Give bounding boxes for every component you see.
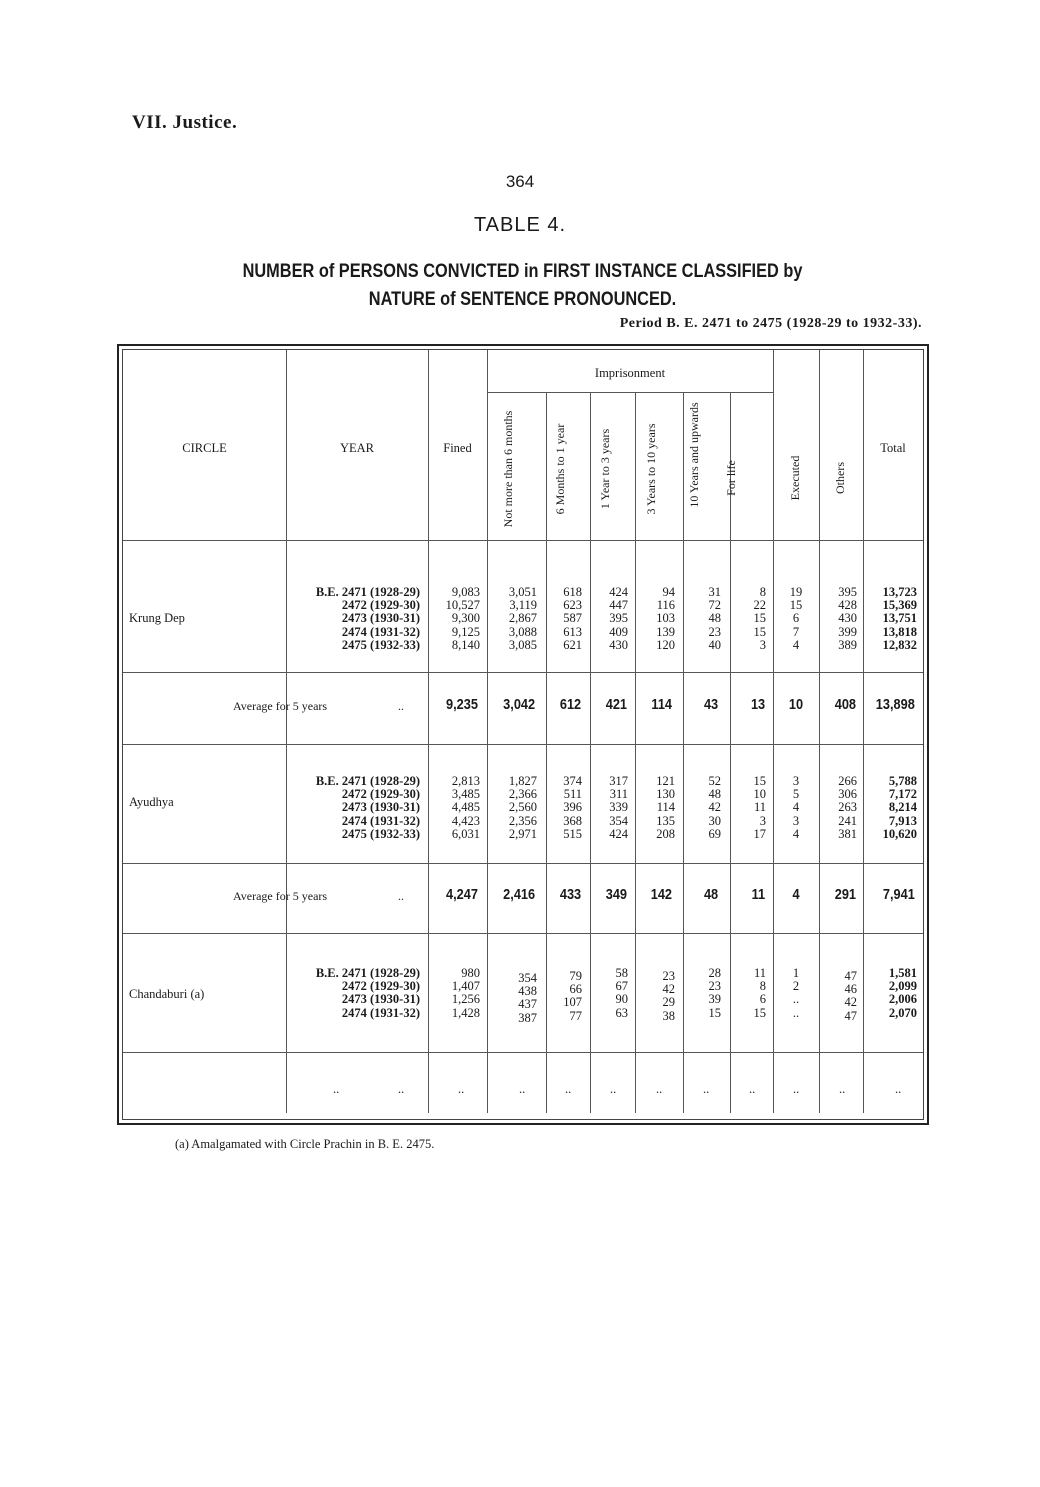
dots-total: .. [895,1082,902,1096]
header-others: Others [833,462,847,494]
avg-imp4-ayudhya: 142 [650,886,672,903]
executed-chandaburi: 1 2 .. .. [792,966,800,1020]
avg-fined-krung-dep: 9,235 [446,696,478,713]
avg-label-ayudhya [233,889,404,903]
avg-imp5-krung-dep: 43 [703,696,719,713]
dots-imp2: .. [565,1082,572,1096]
avg-executed-ayudhya: 4 [792,886,800,903]
avg-imp6-krung-dep: 13 [750,696,766,713]
avg-imp3-krung-dep: 421 [605,696,627,713]
avg-imp6-ayudhya: 11 [751,886,766,903]
avg-imp3-ayudhya: 349 [605,886,627,903]
avg-executed-krung-dep: 10 [788,696,804,713]
avg-imp1-ayudhya: 2,416 [503,886,536,903]
total-krung-dep: 13,723 15,369 13,751 13,818 12,832 [882,585,917,652]
rule-h-header-bottom [123,540,923,541]
page-number: 364 [505,172,535,191]
avg-label-text: Average for 5 years [233,889,328,903]
avg-imp2-ayudhya: 433 [559,886,582,903]
dots-imp5: .. [703,1082,710,1096]
header-fined: Fined [443,441,472,455]
header-imp-10y-up: 10 Years and upwards [687,402,701,508]
rule-h-ayudhya-avg-bottom [123,933,923,934]
avg-label-text: Average for 5 years [233,699,328,713]
rule-h-ayudhya-avg-top [123,863,923,864]
total-ayudhya: 5,788 7,172 8,214 7,913 10,620 [882,774,917,841]
avg-others-ayudhya: 291 [834,886,856,903]
imp3-ayudhya: 317 311 339 354 424 [609,774,628,841]
imp4-ayudhya: 121 130 114 135 208 [656,774,675,841]
dots-year-1: .. [333,1082,340,1096]
dots-others: .. [839,1082,846,1096]
imp4-chandaburi: 23 42 29 38 [662,969,675,1023]
title-line-2: NATURE of SENTENCE PRONOUNCED. [368,289,677,310]
period-caption: Period B. E. 2471 to 2475 (1928-29 to 1932-33). [619,316,922,331]
imp2-krung-dep: 618 623 587 613 621 [563,585,582,652]
executed-ayudhya: 3 5 4 3 4 [792,774,800,841]
others-krung-dep: 395 428 430 399 389 [838,585,857,652]
imp1-krung-dep: 3,051 3,119 2,867 3,088 3,085 [508,585,537,652]
imp6-ayudhya: 15 10 11 3 17 [753,774,766,841]
imp6-krung-dep: 8 22 15 15 3 [753,585,766,652]
total-chandaburi: 1,581 2,099 2,006 2,070 [888,966,917,1020]
statistics-table [117,344,929,1125]
years-ayudhya: B.E. 2471 (1928-29) 2472 (1929-30) 2473 (1930-31) 2474 (1931-32) 2475 (1932-33) [315,774,420,841]
fined-ayudhya: 2,813 3,485 4,485 4,423 6,031 [451,774,480,841]
header-circle: CIRCLE [182,441,227,455]
avg-others-krung-dep: 408 [834,696,856,713]
imp2-ayudhya: 374 511 396 368 515 [563,774,582,841]
table-title [202,258,843,314]
header-imp-3y-10y: 3 Years to 10 years [644,423,658,515]
avg-label-krung-dep [233,699,404,713]
footnote: (a) Amalgamated with Circle Prachin in B. E. 2475. [175,1137,435,1151]
dots-fined: .. [458,1082,465,1096]
avg-imp2-krung-dep: 612 [559,696,582,713]
rule-h-krung-avg-top [123,672,923,673]
avg-imp4-krung-dep: 114 [651,696,672,713]
header-imp-1y-3y: 1 Year to 3 years [598,428,612,510]
imp1-chandaburi: 354 438 437 387 [518,971,537,1025]
avg-dots: .. [398,889,404,903]
imp5-ayudhya: 52 48 42 30 69 [708,774,721,841]
dots-executed: .. [793,1082,800,1096]
circle-chandaburi: Chandaburi (a) [129,987,205,1001]
others-ayudhya: 266 306 263 241 381 [838,774,857,841]
executed-krung-dep: 19 15 6 7 4 [789,585,803,652]
header-executed: Executed [788,455,802,501]
fined-krung-dep: 9,083 10,527 9,300 9,125 8,140 [445,585,480,652]
imp5-krung-dep: 31 72 48 23 40 [708,585,721,652]
circle-ayudhya: Ayudhya [129,795,174,809]
years-krung-dep: B.E. 2471 (1928-29) 2472 (1929-30) 2473 (1930-31) 2474 (1931-32) 2475 (1932-33) [315,585,420,652]
avg-imp5-ayudhya: 48 [703,886,719,903]
header-imprisonment: Imprisonment [594,366,666,380]
imp3-chandaburi: 58 67 90 63 [615,966,628,1020]
fined-chandaburi: 980 1,407 1,256 1,428 [451,966,480,1020]
header-year: YEAR [339,441,375,455]
imp4-krung-dep: 94 116 103 139 120 [656,585,675,652]
table-number: TABLE 4. [473,214,567,236]
dots-imp3: .. [610,1082,617,1096]
header-imp-6m-1y: 6 Months to 1 year [553,423,567,515]
avg-fined-ayudhya: 4,247 [446,886,478,903]
title-line-1: NUMBER of PERSONS CONVICTED in FIRST INSTANCE CLASSIFIED by [242,261,803,282]
avg-dots: .. [398,699,404,713]
header-imp-life: For life [724,460,738,496]
dots-imp4: .. [656,1082,663,1096]
rule-h-imprisonment [487,392,773,393]
circle-krung-dep: Krung Dep [129,611,185,625]
rule-h-chandaburi-bottom [123,1052,923,1053]
others-chandaburi: 47 46 42 47 [844,969,857,1023]
rule-h-krung-avg-bottom [123,744,923,745]
years-chandaburi: B.E. 2471 (1928-29) 2472 (1929-30) 2473 (1930-31) 2474 (1931-32) [315,966,420,1020]
imp2-chandaburi: 79 66 107 77 [563,969,582,1023]
imp5-chandaburi: 28 23 39 15 [708,966,721,1020]
table-inner-border [122,349,924,1120]
section-heading: VII. Justice. [132,112,238,133]
header-total: Total [880,441,906,455]
imp1-ayudhya: 1,827 2,366 2,560 2,356 2,971 [508,774,537,841]
header-imp-6-months: Not more than 6 months [501,410,515,528]
dots-year-2: .. [398,1082,405,1096]
dots-imp1: .. [519,1082,526,1096]
dots-imp6: .. [749,1082,756,1096]
imp6-chandaburi: 11 8 6 15 [753,966,766,1020]
avg-total-krung-dep: 13,898 [875,696,915,713]
imp3-krung-dep: 424 447 395 409 430 [609,585,628,652]
avg-total-ayudhya: 7,941 [882,886,915,903]
avg-imp1-krung-dep: 3,042 [503,696,536,713]
